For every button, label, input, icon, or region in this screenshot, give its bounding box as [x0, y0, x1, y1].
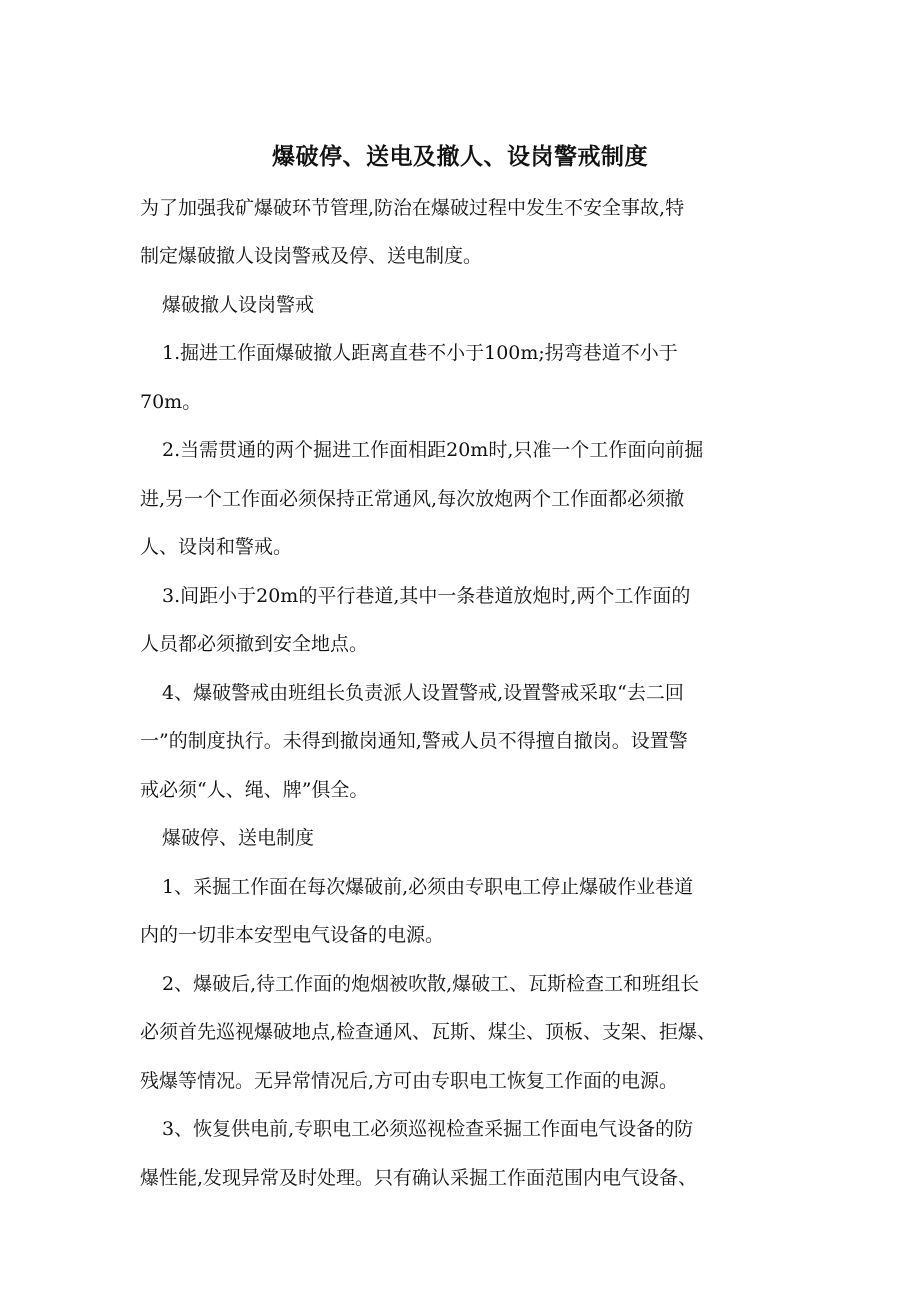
power-rule-1-line-2: 内的一切非本安型电气设备的电源。	[140, 924, 445, 946]
rule-1-line-1: 1.掘进工作面爆破撤人距离直巷不小于100m;拐弯巷道不小于	[162, 342, 678, 364]
rule-2-line-2: 进,另一个工作面必须保持正常通风,每次放炮两个工作面都必须撤	[140, 488, 685, 510]
section-heading-evacuation: 爆破撤人设岗警戒	[162, 294, 315, 316]
intro-line-2: 制定爆破撤人设岗警戒及停、送电制度。	[140, 245, 483, 267]
rule-4-line-3: 戒必须“人、绳、牌”俱全。	[140, 779, 369, 801]
section-heading-power: 爆破停、送电制度	[162, 827, 315, 849]
rule-4-line-1: 4、爆破警戒由班组长负责派人设置警戒,设置警戒采取“去二回	[162, 682, 684, 704]
power-rule-2-line-1: 2、爆破后,待工作面的炮烟被吹散,爆破工、瓦斯检查工和班组长	[162, 973, 700, 995]
power-rule-2-line-2: 必须首先巡视爆破地点,检查通风、瓦斯、煤尘、顶板、支架、拒爆、	[140, 1021, 717, 1043]
intro-line-1: 为了加强我矿爆破环节管理,防治在爆破过程中发生不安全事故,特	[140, 197, 685, 219]
rule-2-line-1: 2.当需贯通的两个掘进工作面相距20m时,只准一个工作面向前掘	[162, 439, 704, 461]
rule-4-line-2: 一”的制度执行。未得到撤岗通知,警戒人员不得擅自撤岗。设置警	[140, 730, 688, 752]
power-rule-2-line-3: 残爆等情况。无异常情况后,方可由专职电工恢复工作面的电源。	[140, 1070, 679, 1092]
document-title: 爆破停、送电及撤人、设岗警戒制度	[272, 143, 648, 170]
rule-3-line-2: 人员都必须撤到安全地点。	[140, 633, 369, 655]
power-rule-3-line-2: 爆性能,发现异常及时处理。只有确认采掘工作面范围内电气设备、	[140, 1167, 698, 1189]
rule-2-line-3: 人、设岗和警戒。	[140, 536, 293, 558]
rule-3-line-1: 3.间距小于20m的平行巷道,其中一条巷道放炮时,两个工作面的	[162, 585, 691, 607]
power-rule-1-line-1: 1、采掘工作面在每次爆破前,必须由专职电工停止爆破作业巷道	[162, 876, 694, 898]
power-rule-3-line-1: 3、恢复供电前,专职电工必须巡视检查采掘工作面电气设备的防	[162, 1118, 694, 1140]
rule-1-line-2: 70m。	[140, 391, 202, 413]
